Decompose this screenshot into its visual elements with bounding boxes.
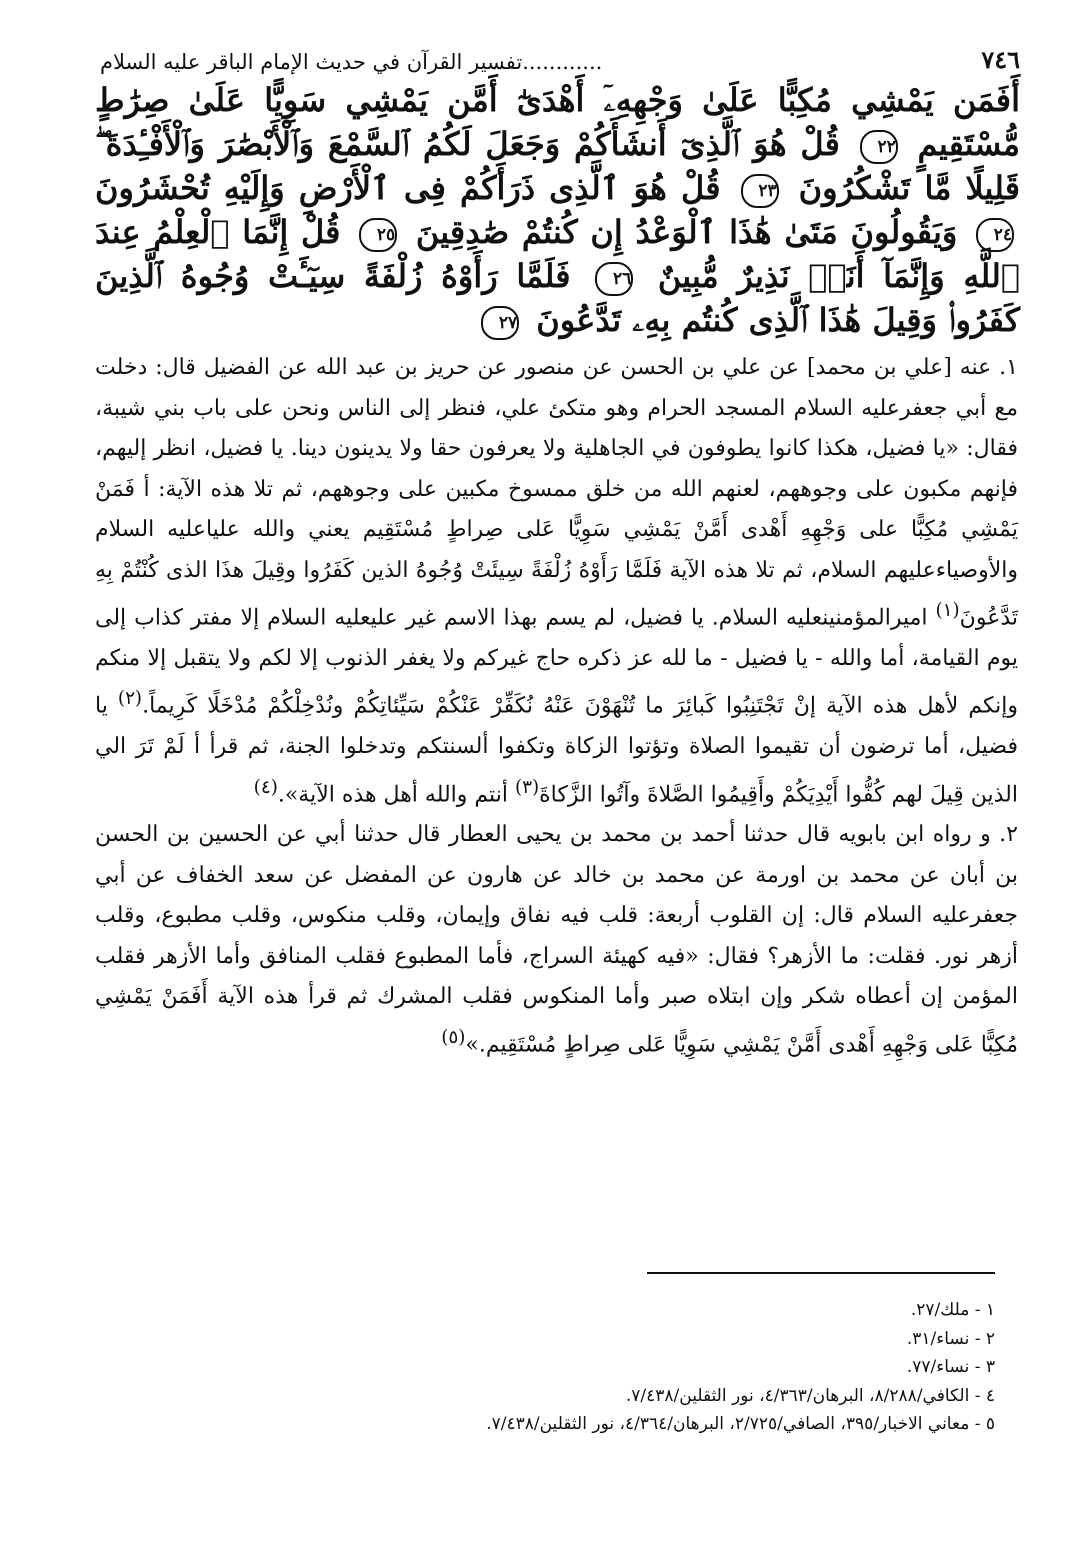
footnote-3: ٣ - نساء/٧٧. <box>906 1357 995 1377</box>
paragraph-2-text: ٢. و رواه ابن بابويه قال حدثنا أحمد بن محمد بن يحيى العطار قال حدثنا أبي عن الحسين بن الحسن بن أبان عن محمد بن اورمة عن محمد بن خالد عن هارون عن المفضل عن سعد الخفاف عن أبي جعفرعليه السلام قال: إن القلوب أربعة: قلب فيه نفاق وإيمان، وقلب منكوس، وقلب مطبوع، وقلب أزهر نور. فقلت: ما الأزهر؟ فقال: «فيه كهيئة السراج، فأما المطبوع فقلب المنافق وأما الأزهر فقلب المؤمن إن أعطاه شكر وإن ابتلاه صبر وأما المنكوس فقلب المشرك ثم قرأ هذه الآية أَفَمَنْ يَمْشِي مُكِبًّا عَلى وَجْهِهِ أَهْدى أَمَّنْ يَمْشِي سَوِيًّا عَلى صِراطٍ مُسْتَقِيم.» <box>95 822 1018 1058</box>
verse-25: وَيَقُولُونَ مَتَىٰ هَٰذَا ٱلْوَعْدُ إِن كُنتُمْ صَٰدِقِينَ <box>415 213 958 251</box>
verse-number-26: ٢٦ <box>595 262 633 296</box>
verse-number-22: ٢٢ <box>860 130 898 164</box>
paragraph-1-text-d: أنتم والله أهل هذه الآية». <box>277 781 515 807</box>
paragraph-2 <box>95 815 1018 1065</box>
verse-number-27: ٢٧ <box>481 306 519 340</box>
verse-24: قُلْ هُوَ ٱلَّذِى ذَرَأَكُمْ فِى ٱلْأَرْضِ وَإِلَيْهِ تُحْشَرُونَ <box>95 169 721 207</box>
footnote-ref-1: (١) <box>935 600 960 621</box>
verse-22: أَفَمَن يَمْشِي مُكِبًّا عَلَىٰ وَجْهِهِۦٓ أَهْدَىٰٓ أَمَّن يَمْشِي سَوِيًّا عَلَىٰ صِرَٰطٍ مُّسْتَقِيمٍ <box>95 81 1021 163</box>
paragraph-1-text-c: يا فضيل، أما ترضون أن تقيموا الصلاة وتؤتوا الزكاة وتكفوا ألسنتكم وتدخلوا الجنة، ثم قرأ أ لَمْ تَرَ الي الذين قِيلَ لهم كُفُّوا أَيْدِيَكُمْ وأَقِيمُوا الصَّلاةَ وآتُوا الزَّكاةَ <box>95 693 1018 807</box>
quran-verses <box>95 78 1020 342</box>
footnote-ref-2: (٢) <box>117 688 143 710</box>
footnote-4: ٤ - الكافي/٨/٢٨٨، البرهان/٤/٣٦٣، نور الثقلين/٧/٤٣٨. <box>625 1385 995 1406</box>
verse-23: قُلْ هُوَ ٱلَّذِىٓ أَنشَأَكُمْ وَجَعَلَ لَكُمُ ٱلسَّمْعَ وَٱلْأَبْصَٰرَ وَٱلْأَفْـِٔدَةَ ۖ قَلِيلًا مَّا تَشْكُرُونَ <box>95 125 1021 207</box>
verse-number-23: ٢٣ <box>741 174 779 208</box>
footnotes <box>115 1296 995 1439</box>
paragraph-1 <box>95 348 1018 815</box>
verse-number-24: ٢٤ <box>976 218 1014 252</box>
verse-26: قُلْ إِنَّمَا ٱلْعِلْمُ عِندَ ٱللَّهِ وَإِنَّمَآ أَنَا۠ نَذِيرٌ مُّبِينٌ <box>95 213 1021 295</box>
footnote-2: ٢ - نساء/٣١. <box>906 1328 995 1349</box>
footnote-divider <box>647 1272 995 1274</box>
verse-27: فَلَمَّا رَأَوْهُ زُلْفَةً سِيٓـَٔتْ وُجُوهُ ٱلَّذِينَ كَفَرُوا۟ وَقِيلَ هَٰذَا ٱلَّذِى كُنتُم بِهِۦ تَدَّعُونَ <box>95 257 1020 339</box>
running-title: ............تفسير القرآن في حديث الإمام الباقر عليه السلام <box>100 50 603 74</box>
page-number: ٧٤٦ <box>981 45 1020 74</box>
footnote-ref-5: (٥) <box>441 1026 466 1048</box>
footnote-1: ١ - ملك/٢٧. <box>910 1300 995 1320</box>
paragraph-1-text-b: اميرالمؤمنينعليه السلام. يا فضيل، لم يسم بهذا الاسم غير عليعليه السلام إلا مفتر كذاب إلى يوم القيامة، أما والله - يا فضيل - ما لله عز ذكره حاج غيركم ولا يغفر الذنوب إلا لكم ولا يتقبل إلا منكم وإنكم لأهل هذه الآية إنْ تَجْتَنِبُوا كَبائِرَ ما تُنْهَوْنَ عَنْهُ نُكَفِّرْ عَنْكُمْ سَيِّئاتِكُمْ ونُدْخِلْكُمْ مُدْخَلًا كَرِيماً. <box>95 605 1018 719</box>
commentary-body <box>95 348 1018 1066</box>
verse-number-25: ٢٥ <box>359 218 397 252</box>
footnote-ref-3: (٣) <box>514 776 540 798</box>
footnote-5: ٥ - معاني الاخبار/٣٩٥، الصافي/٢/٧٢٥، البرهان/٤/٣٦٤، نور الثقلين/٧/٤٣٨. <box>486 1414 995 1434</box>
paragraph-1-text: ١. عنه [علي بن محمد] عن علي بن الحسن عن منصور عن حريز بن عبد الله عن الفضيل قال: دخلت مع أبي جعفرعليه السلام المسجد الحرام وهو متكئ علي، فنظر إلى الناس ونحن على باب بني شيبة، فقال: «يا فضيل، هكذا كانوا يطوفون في الجاهلية ولا يعرفون حقا ولا يدينون دينا. يا فضيل، انظر إليهم، فإنهم مكبون على وجوههم، لعنهم الله من خلق ممسوخ مكبين على وجوههم، ثم تلا هذه الآية: أ فَمَنْ يَمْشِي مُكِبًّا على وَجْهِهِ أَهْدى أَمَّنْ يَمْشِي سَوِيًّا عَلى صِراطٍ مُسْتَقِيم يعني والله علياعليه السلام والأوصياءعليهم السلام، ثم تلا هذه الآية فَلَمَّا رَأَوْهُ زُلْفَةً سِيئَتْ وُجُوهُ الذين كَفَرُوا وقِيلَ هذَا الذى كُنْتُمْ بِهِ تَدَّعُونَ <box>95 355 1018 631</box>
footnote-ref-4: (٤) <box>253 776 278 798</box>
page-header <box>100 38 1020 74</box>
